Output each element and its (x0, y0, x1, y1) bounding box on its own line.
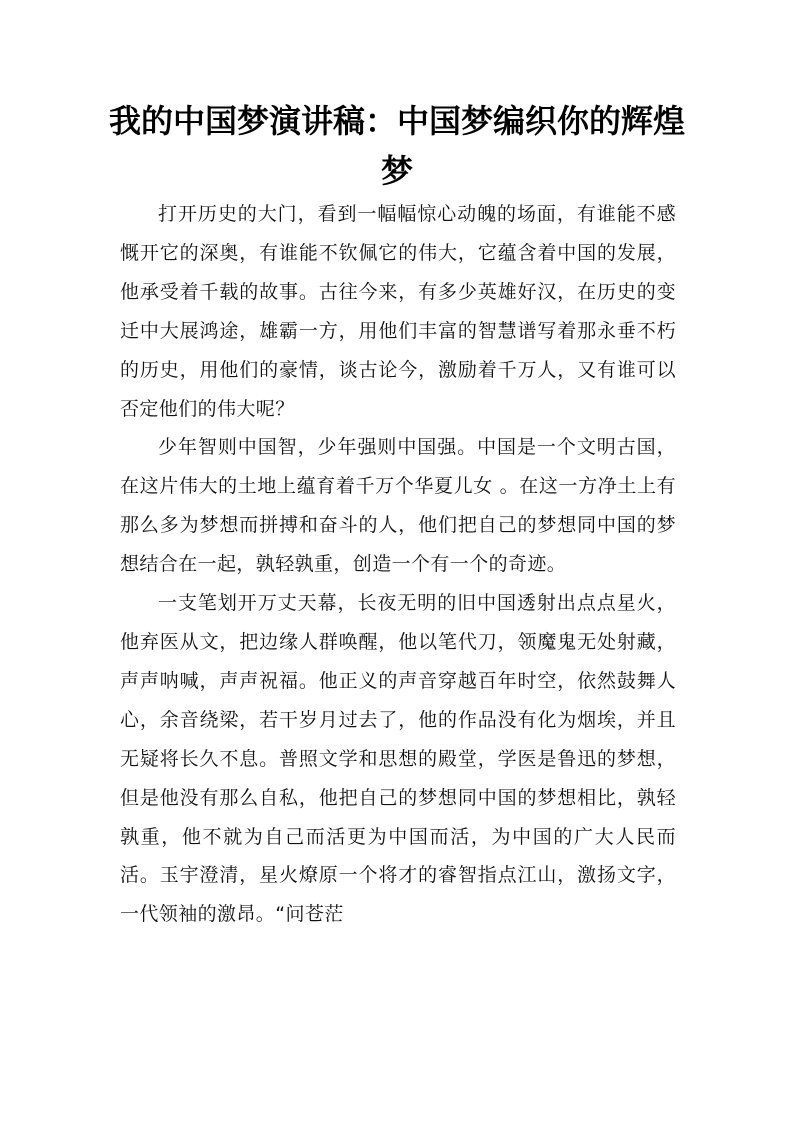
paragraph-history: 打开历史的大门，看到一幅幅惊心动魄的场面，有谁能不感慨开它的深奥，有谁能不钦佩它的伟大，它蕴含着中国的发展，他承受着千载的故事。古往今来，有多少英雄好汉，在历史的变迁中大展鸿途，雄霸一方，用他们丰富的智慧谱写着那永垂不朽的历史，用他们的豪情，谈古论今，激励着千万人，又有谁可以否定他们的伟大呢？ (120, 203, 676, 420)
document-title: 我的中国梦演讲稿：中国梦编织你的辉煌梦 (108, 102, 685, 190)
document-body (120, 195, 676, 934)
paragraph-luxun: 一支笔划开万丈天幕，长夜无明的旧中国透射出点点星火，他弃医从文，把边缘人群唤醒，他以笔代刀，领魔鬼无处射藏，声声呐喊，声声祝福。他正义的声音穿越百年时空，依然鼓舞人心，余音绕梁，若干岁月过去了，他的作品没有化为烟埃，并且无疑将长久不息。普照文学和思想的殿堂，学医是鲁迅的梦想，但是他没有那么自私，他把自己的梦想同中国的梦想相比，孰轻孰重，他不就为自己而活更为中国而活，为中国的广大人民而活。玉宇澄清，星火燎原一个将才的睿智指点江山，激扬文字，一代领袖的激昂。“问苍茫 (120, 592, 676, 926)
paragraph-youth: 少年智则中国智，少年强则中国强。中国是一个文明古国，在这片伟大的土地上蕴育着千万个华夏儿女 。在这一方净土上有那么多为梦想而拼搏和奋斗的人，他们把自己的梦想同中国的梦想结合在一起，孰轻孰重，创造一个有一个的奇迹。 (120, 436, 676, 576)
